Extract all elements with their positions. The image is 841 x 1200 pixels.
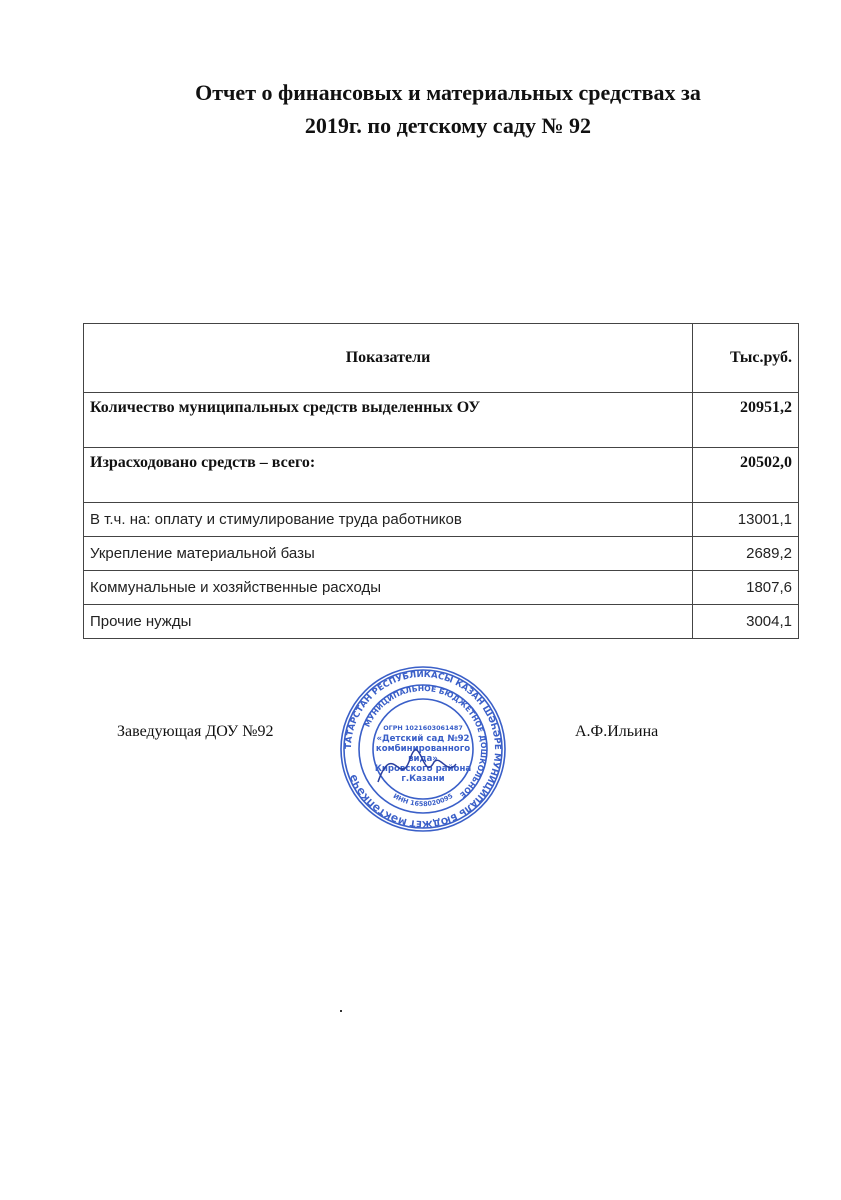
row-label: Прочие нужды <box>84 605 693 639</box>
stamp-center-3: вида» <box>408 754 438 764</box>
stamp-center-2: комбинированного <box>375 744 471 754</box>
title-line-2: 2019г. по детскому саду № 92 <box>304 113 592 138</box>
row-value: 2689,2 <box>693 537 799 571</box>
stamp-center-4: Кировского района <box>374 764 472 774</box>
signatory-position: Заведующая ДОУ №92 <box>117 723 274 740</box>
row-value: 20951,2 <box>693 393 799 448</box>
table-header-row <box>84 324 799 393</box>
scan-speck <box>340 1010 342 1012</box>
row-label: Укрепление материальной базы <box>84 537 693 571</box>
official-stamp-icon <box>338 664 508 834</box>
stamp-ogrn: ОГРН 1021603061487 <box>383 724 463 732</box>
stamp-inner-text: МУНИЦИПАЛЬНОЕ БЮДЖЕТНОЕ ДОШКОЛЬНОЕ <box>362 683 489 800</box>
table-row <box>84 605 799 639</box>
row-label: Коммунальные и хозяйственные расходы <box>84 571 693 605</box>
table-row <box>84 537 799 571</box>
signatory-name: А.Ф.Ильина <box>575 723 659 740</box>
title-line-1: Отчет о финансовых и материальных средствах за <box>195 80 701 105</box>
table-row <box>84 448 799 503</box>
row-label: Израсходовано средств – всего: <box>84 448 693 503</box>
row-value: 1807,6 <box>693 571 799 605</box>
stamp-text <box>344 670 502 828</box>
table-row <box>84 571 799 605</box>
row-value: 13001,1 <box>693 503 799 537</box>
row-value: 20502,0 <box>693 448 799 503</box>
report-table <box>83 323 799 639</box>
row-label: В т.ч. на: оплату и стимулирование труда работников <box>84 503 693 537</box>
stamp-center-5: г.Казани <box>401 774 445 784</box>
stamp-bottom-text: ИНН 1658020095 <box>391 791 455 809</box>
table-row <box>84 503 799 537</box>
row-value: 3004,1 <box>693 605 799 639</box>
row-label: Количество муниципальных средств выделенных ОУ <box>84 393 693 448</box>
header-indicators: Показатели <box>84 324 693 393</box>
header-thousand-rub: Тыс.руб. <box>693 324 799 393</box>
stamp-outer-text: ТАТАРСТАН РЕСПУБЛИКАСЫ КАЗАН ШӘҺӘРЕ МУНИЦИПАЛЬ БЮДЖЕТ МӘКТӘПКӘЧӘ <box>343 669 503 829</box>
document-title <box>0 76 841 142</box>
stamp-center-1: «Детский сад №92 <box>376 734 470 744</box>
table-row <box>84 393 799 448</box>
